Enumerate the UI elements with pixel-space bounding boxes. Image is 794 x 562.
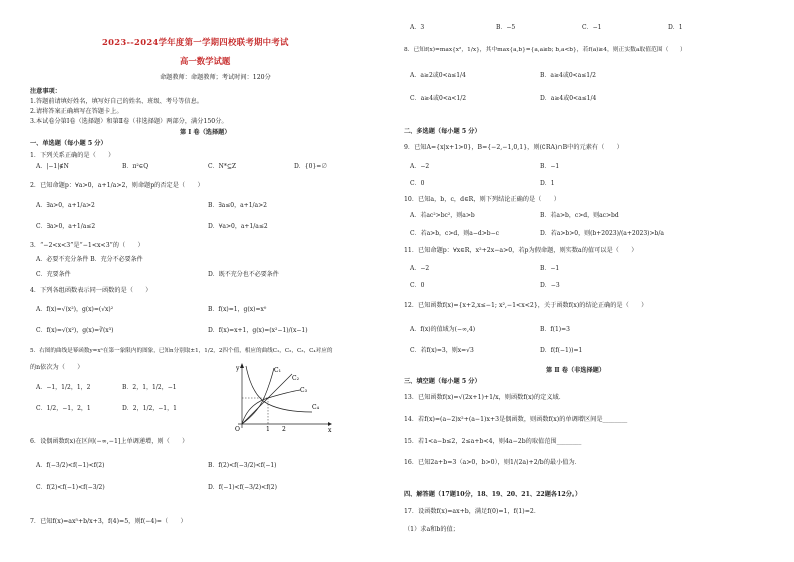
option-c: C．a≥4或0<a<1/2: [410, 95, 467, 102]
option-a: A．3: [410, 24, 425, 31]
option-d: D．a≥4或0<a≤1/4: [540, 95, 597, 102]
option-b: B．∃a≤0，a+1/a>2: [208, 202, 267, 209]
answer-subquestion: （1）求a和b的值；: [404, 526, 459, 533]
option-d: D．1: [668, 24, 683, 31]
question-stem: 11．已知命题p：∀x∈R，x²+2x−a>0，若p为假命题，则实数a的值可以是（ ）: [404, 247, 638, 254]
option-d: D．1: [540, 180, 555, 187]
question-stem: 12．已知函数f(x)={x+2,x≤−1; x²,−1<x<2}，关于函数f(x)的结论正确的是（ ）: [404, 302, 648, 309]
option-d: D．f(x)=x+1，g(x)=(x²−1)/(x−1): [208, 327, 308, 334]
question-stem: 6．设偶函数f(x)在区间(−∞,−1]上单调递增，则（ ）: [30, 438, 189, 445]
section-heading: 四、解答题（17题10分，18、19、20、21、22题各12分。）: [404, 491, 582, 498]
option-a: A．f(x)的值域为(−∞,4): [410, 326, 476, 333]
option-d: D．若a>b>0，则(b+2023)/(a+2023)>b/a: [540, 230, 664, 237]
option-c: C．0: [410, 282, 425, 289]
label-c2: C₂: [292, 375, 299, 382]
section-heading: 一、单选题（每小题 5 分）: [30, 140, 107, 147]
option-b: B．−1: [540, 163, 560, 170]
fill-question: 13．已知函数f(x)=√(2x+1)+1/x，则函数f(x)的定义域．: [404, 394, 565, 401]
option-c: C．若f(x)=3，则x=√3: [410, 347, 474, 354]
fill-question: 15．若1<a−b≤2，2≤a+b<4，则4a−2b的取值范围________: [404, 438, 582, 445]
exam-meta: 命题教师：命题教师；考试时间：120分: [160, 74, 271, 81]
option-c: C．f(x)=√(x²)，g(x)=∛(x³): [36, 327, 114, 334]
option-a: A．若ac²>bc²，则a>b: [410, 212, 475, 219]
power-function-figure: [228, 362, 334, 432]
x-axis-arrow: [328, 422, 332, 426]
option-a: A．a≥2或0<a≤1/4: [410, 72, 466, 79]
question-stem: 2．已知命题p：∀a>0，a+1/a>2，则命题p的否定是（ ）: [30, 182, 204, 189]
option-b: B．−5: [496, 24, 516, 31]
subject-title: 高一数学试题: [180, 56, 231, 66]
section-heading: 二、多选题（每小题 5 分）: [404, 128, 481, 135]
option-d: D．2，1/2，−1，1: [122, 405, 177, 412]
option-d: D．∀a>0，a+1/a≤2: [208, 223, 268, 230]
fill-question: 16．已知2a+b=3（a>0，b>0），则1/(2a)+2/b的最小值为．: [404, 459, 581, 466]
question-stem: 10．已知a，b，c，d∈R，则下列结论正确的是（ ）: [404, 196, 560, 203]
option-d: D．−3: [540, 282, 560, 289]
option-b: B．若a>b，c>d，则ac>bd: [540, 212, 619, 219]
question-stem: 1．下列关系正确的是（ ）: [30, 152, 115, 159]
option-a: A．f(x)=√(x²)，g(x)=(√x)²: [36, 306, 114, 313]
option-c: C．−1: [582, 24, 602, 31]
exam-title: 2023--2024学年度第一学期四校联考期中考试: [102, 37, 289, 47]
option-b: B．2，1，1/2，−1: [122, 384, 177, 391]
label-c1: C₁: [274, 367, 281, 374]
label-origin: O: [235, 426, 240, 432]
option-b: B．π²∈Q: [122, 163, 149, 170]
option-c: C．0: [410, 180, 425, 187]
option-b: B．−1: [540, 265, 560, 272]
option-d: D．既不充分也不必要条件: [208, 271, 279, 278]
notice-item: 1.答题前请填好姓名，填写好自己的姓名、班级、考号等信息。: [30, 98, 203, 105]
tick-1: 1: [266, 426, 270, 432]
option-c: C．1/2，−1，2，1: [36, 405, 91, 412]
answer-question: 17．设函数f(x)=ax+b，满足f(0)=1，f(1)=2．: [404, 508, 541, 515]
question-stem: 5．右图的曲线是幂函数y=xⁿ在第一象限内的图象，已知n分别取±1，1/2，2四个值，相应的曲线C₁，C₂，C₃，C₄对应的: [30, 348, 333, 354]
question-stem: 的n依次为（ ）: [30, 364, 84, 371]
question-stem: 3．“−2<x<3”是“−1<x<3”的（ ）: [30, 242, 144, 249]
option-b: B．f(2)<f(−3/2)<f(−1): [208, 462, 277, 469]
question-stem: 9．已知A={x|x+1>0}，B={−2,−1,0,1}，则(∁RA)∩B中的元素有（ ）: [404, 144, 623, 151]
question-stem: 8．已知f(x)=max{x²，1/x}，其中max{a,b}={a,a≥b; b,a<b}，若f(a)≥4，则正实数a取值范围（ ）: [404, 47, 686, 53]
option-d: D．f(f(−1))=1: [540, 347, 583, 354]
label-x: x: [328, 427, 332, 432]
notice-item: 3.本试卷分第Ⅰ卷（选择题）和第Ⅱ卷（非选择题）两部分，满分150分。: [30, 118, 228, 125]
option-c: C．充要条件: [36, 271, 71, 278]
curve-c2: [242, 374, 292, 424]
section-heading: 三、填空题（每小题 5 分）: [404, 378, 481, 385]
option-c: C．f(2)<f(−1)<f(−3/2): [36, 484, 105, 491]
option-c: C．∃a>0，a+1/a≤2: [36, 223, 96, 230]
option-c: C．若a>b，c>d，则a−d>b−c: [410, 230, 499, 237]
option-a: A．f(−3/2)<f(−1)<f(2): [36, 462, 105, 469]
option-a: A．−1，1/2，1，2: [36, 384, 91, 391]
notice-heading: 注意事项：: [30, 88, 61, 95]
label-c3: C₃: [300, 387, 307, 394]
option-d: D．f(−1)<f(−3/2)<f(2): [208, 484, 277, 491]
option-a: A．−2: [410, 265, 430, 272]
label-c4: C₄: [312, 404, 319, 411]
fill-question: 14．若f(x)=(a−2)x²+(a−1)x+3是偶函数，则函数f(x)的单调增区间是________: [404, 416, 628, 423]
option-c: C．N*⊆Z: [208, 163, 237, 170]
label-y: y: [236, 365, 240, 372]
option-a: A．−2: [410, 163, 430, 170]
option-a: A．|−1|∉N: [36, 163, 69, 170]
notice-item: 2.请将答案正确填写在答题卡上。: [30, 108, 123, 115]
tick-2: 2: [282, 426, 286, 432]
option-b: B．f(x)=1，g(x)=x⁰: [208, 306, 267, 313]
option-d: D．{0}=∅: [294, 163, 328, 170]
question-stem: 7．已知f(x)=ax⁵+b/x+3，f(4)=5，则f(−4)=（ ）: [30, 518, 187, 525]
part-one-heading: 第 Ⅰ 卷（选择题）: [180, 129, 231, 136]
y-axis-arrow: [240, 363, 244, 368]
option-b: B．f(1)=3: [540, 326, 570, 333]
option-b: B．a≥4或0<a≤1/2: [540, 72, 596, 79]
option-a: A．必要不充分条件 B．充分不必要条件: [36, 256, 143, 263]
option-a: A．∃a>0，a+1/a>2: [36, 202, 95, 209]
part-two-heading: 第 Ⅱ 卷（非选择题）: [546, 367, 606, 374]
question-stem: 4．下列各组函数表示同一函数的是（ ）: [30, 287, 152, 294]
